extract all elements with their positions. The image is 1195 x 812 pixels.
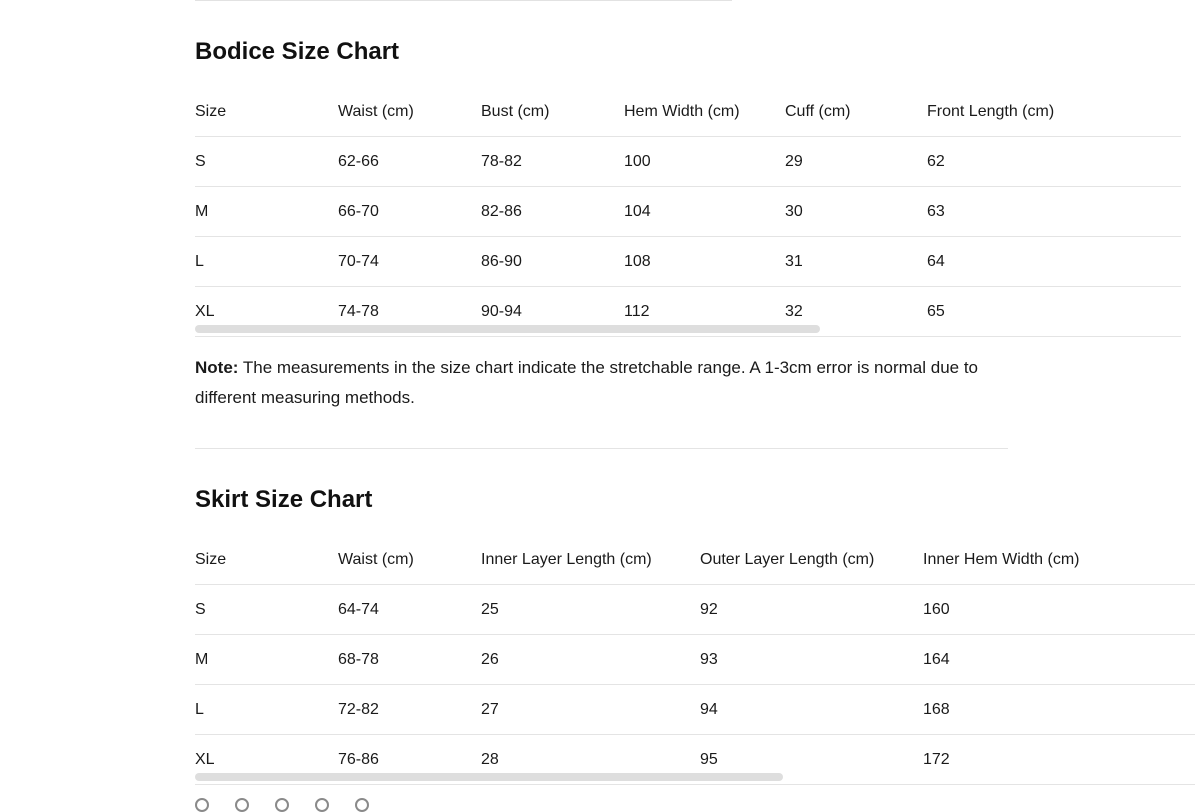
table-cell: 27	[481, 685, 700, 735]
table-cell: S	[195, 137, 338, 187]
table-cell: 78-82	[481, 137, 624, 187]
table-cell: 95	[700, 735, 923, 785]
table-cell: 31	[785, 237, 927, 287]
share-icon-1[interactable]	[195, 798, 209, 812]
bodice-section	[195, 37, 1055, 407]
skirt-table-scrollbar[interactable]	[195, 773, 783, 781]
skirt-table-scroll[interactable]	[195, 535, 1080, 785]
table-cell: 63	[927, 187, 1181, 237]
table-cell: 26	[481, 635, 700, 685]
table-cell: 90-94	[481, 287, 624, 337]
share-icons-row	[195, 798, 369, 812]
share-icon-5[interactable]	[355, 798, 369, 812]
table-cell: 64-74	[338, 585, 481, 635]
table-cell: M	[195, 187, 338, 237]
table-cell: 94	[700, 685, 923, 735]
table-row	[195, 685, 1195, 735]
table-cell: 62	[927, 137, 1181, 187]
table-cell: 100	[624, 137, 785, 187]
column-header: Size	[195, 87, 338, 137]
table-cell: XL	[195, 735, 338, 785]
size-note	[195, 353, 1008, 413]
table-cell: 66-70	[338, 187, 481, 237]
table-cell: 29	[785, 137, 927, 187]
table-cell: 82-86	[481, 187, 624, 237]
table-cell: 76-86	[338, 735, 481, 785]
table-cell: 25	[481, 585, 700, 635]
share-icon-3[interactable]	[275, 798, 289, 812]
skirt-size-table	[195, 535, 1195, 785]
table-cell: 72-82	[338, 685, 481, 735]
bodice-title: Bodice Size Chart	[195, 38, 400, 65]
table-row	[195, 635, 1195, 685]
skirt-title: Skirt Size Chart	[195, 486, 373, 513]
share-icon-2[interactable]	[235, 798, 249, 812]
table-cell: L	[195, 685, 338, 735]
table-cell: 93	[700, 635, 923, 685]
share-icon-4[interactable]	[315, 798, 329, 812]
section-divider	[195, 448, 1008, 449]
table-cell: 65	[927, 287, 1181, 337]
column-header: Waist (cm)	[338, 87, 481, 137]
table-row	[195, 237, 1181, 287]
column-header: Outer Layer Length (cm)	[700, 535, 923, 585]
table-cell: 108	[624, 237, 785, 287]
column-header: Inner Hem Width (cm)	[923, 535, 1195, 585]
column-header: Hem Width (cm)	[624, 87, 785, 137]
table-cell: 28	[481, 735, 700, 785]
table-cell: L	[195, 237, 338, 287]
column-header: Size	[195, 535, 338, 585]
table-cell: 160	[923, 585, 1195, 635]
table-cell: 62-66	[338, 137, 481, 187]
table-cell: 168	[923, 685, 1195, 735]
column-header: Inner Layer Length (cm)	[481, 535, 700, 585]
column-header: Waist (cm)	[338, 535, 481, 585]
table-cell: 64	[927, 237, 1181, 287]
bodice-size-table	[195, 87, 1181, 337]
table-cell: 30	[785, 187, 927, 237]
bodice-table-scrollbar[interactable]	[195, 325, 820, 333]
table-header-row	[195, 87, 1181, 137]
table-cell: S	[195, 585, 338, 635]
top-divider	[195, 0, 732, 1]
table-cell: 74-78	[338, 287, 481, 337]
table-cell: 112	[624, 287, 785, 337]
table-row	[195, 585, 1195, 635]
table-row	[195, 187, 1181, 237]
bodice-table-scroll[interactable]	[195, 87, 1055, 337]
note-text: The measurements in the size chart indicate the stretchable range. A 1-3cm error is normal due to different measuring methods.	[195, 358, 979, 407]
column-header: Bust (cm)	[481, 87, 624, 137]
table-cell: 86-90	[481, 237, 624, 287]
table-cell: 32	[785, 287, 927, 337]
table-row	[195, 137, 1181, 187]
column-header: Front Length (cm)	[927, 87, 1181, 137]
table-cell: XL	[195, 287, 338, 337]
table-cell: 92	[700, 585, 923, 635]
table-cell: M	[195, 635, 338, 685]
table-cell: 164	[923, 635, 1195, 685]
column-header: Cuff (cm)	[785, 87, 927, 137]
table-cell: 68-78	[338, 635, 481, 685]
table-cell: 104	[624, 187, 785, 237]
note-label: Note:	[195, 358, 239, 377]
skirt-section	[195, 485, 1080, 768]
table-cell: 172	[923, 735, 1195, 785]
table-header-row	[195, 535, 1195, 585]
table-cell: 70-74	[338, 237, 481, 287]
